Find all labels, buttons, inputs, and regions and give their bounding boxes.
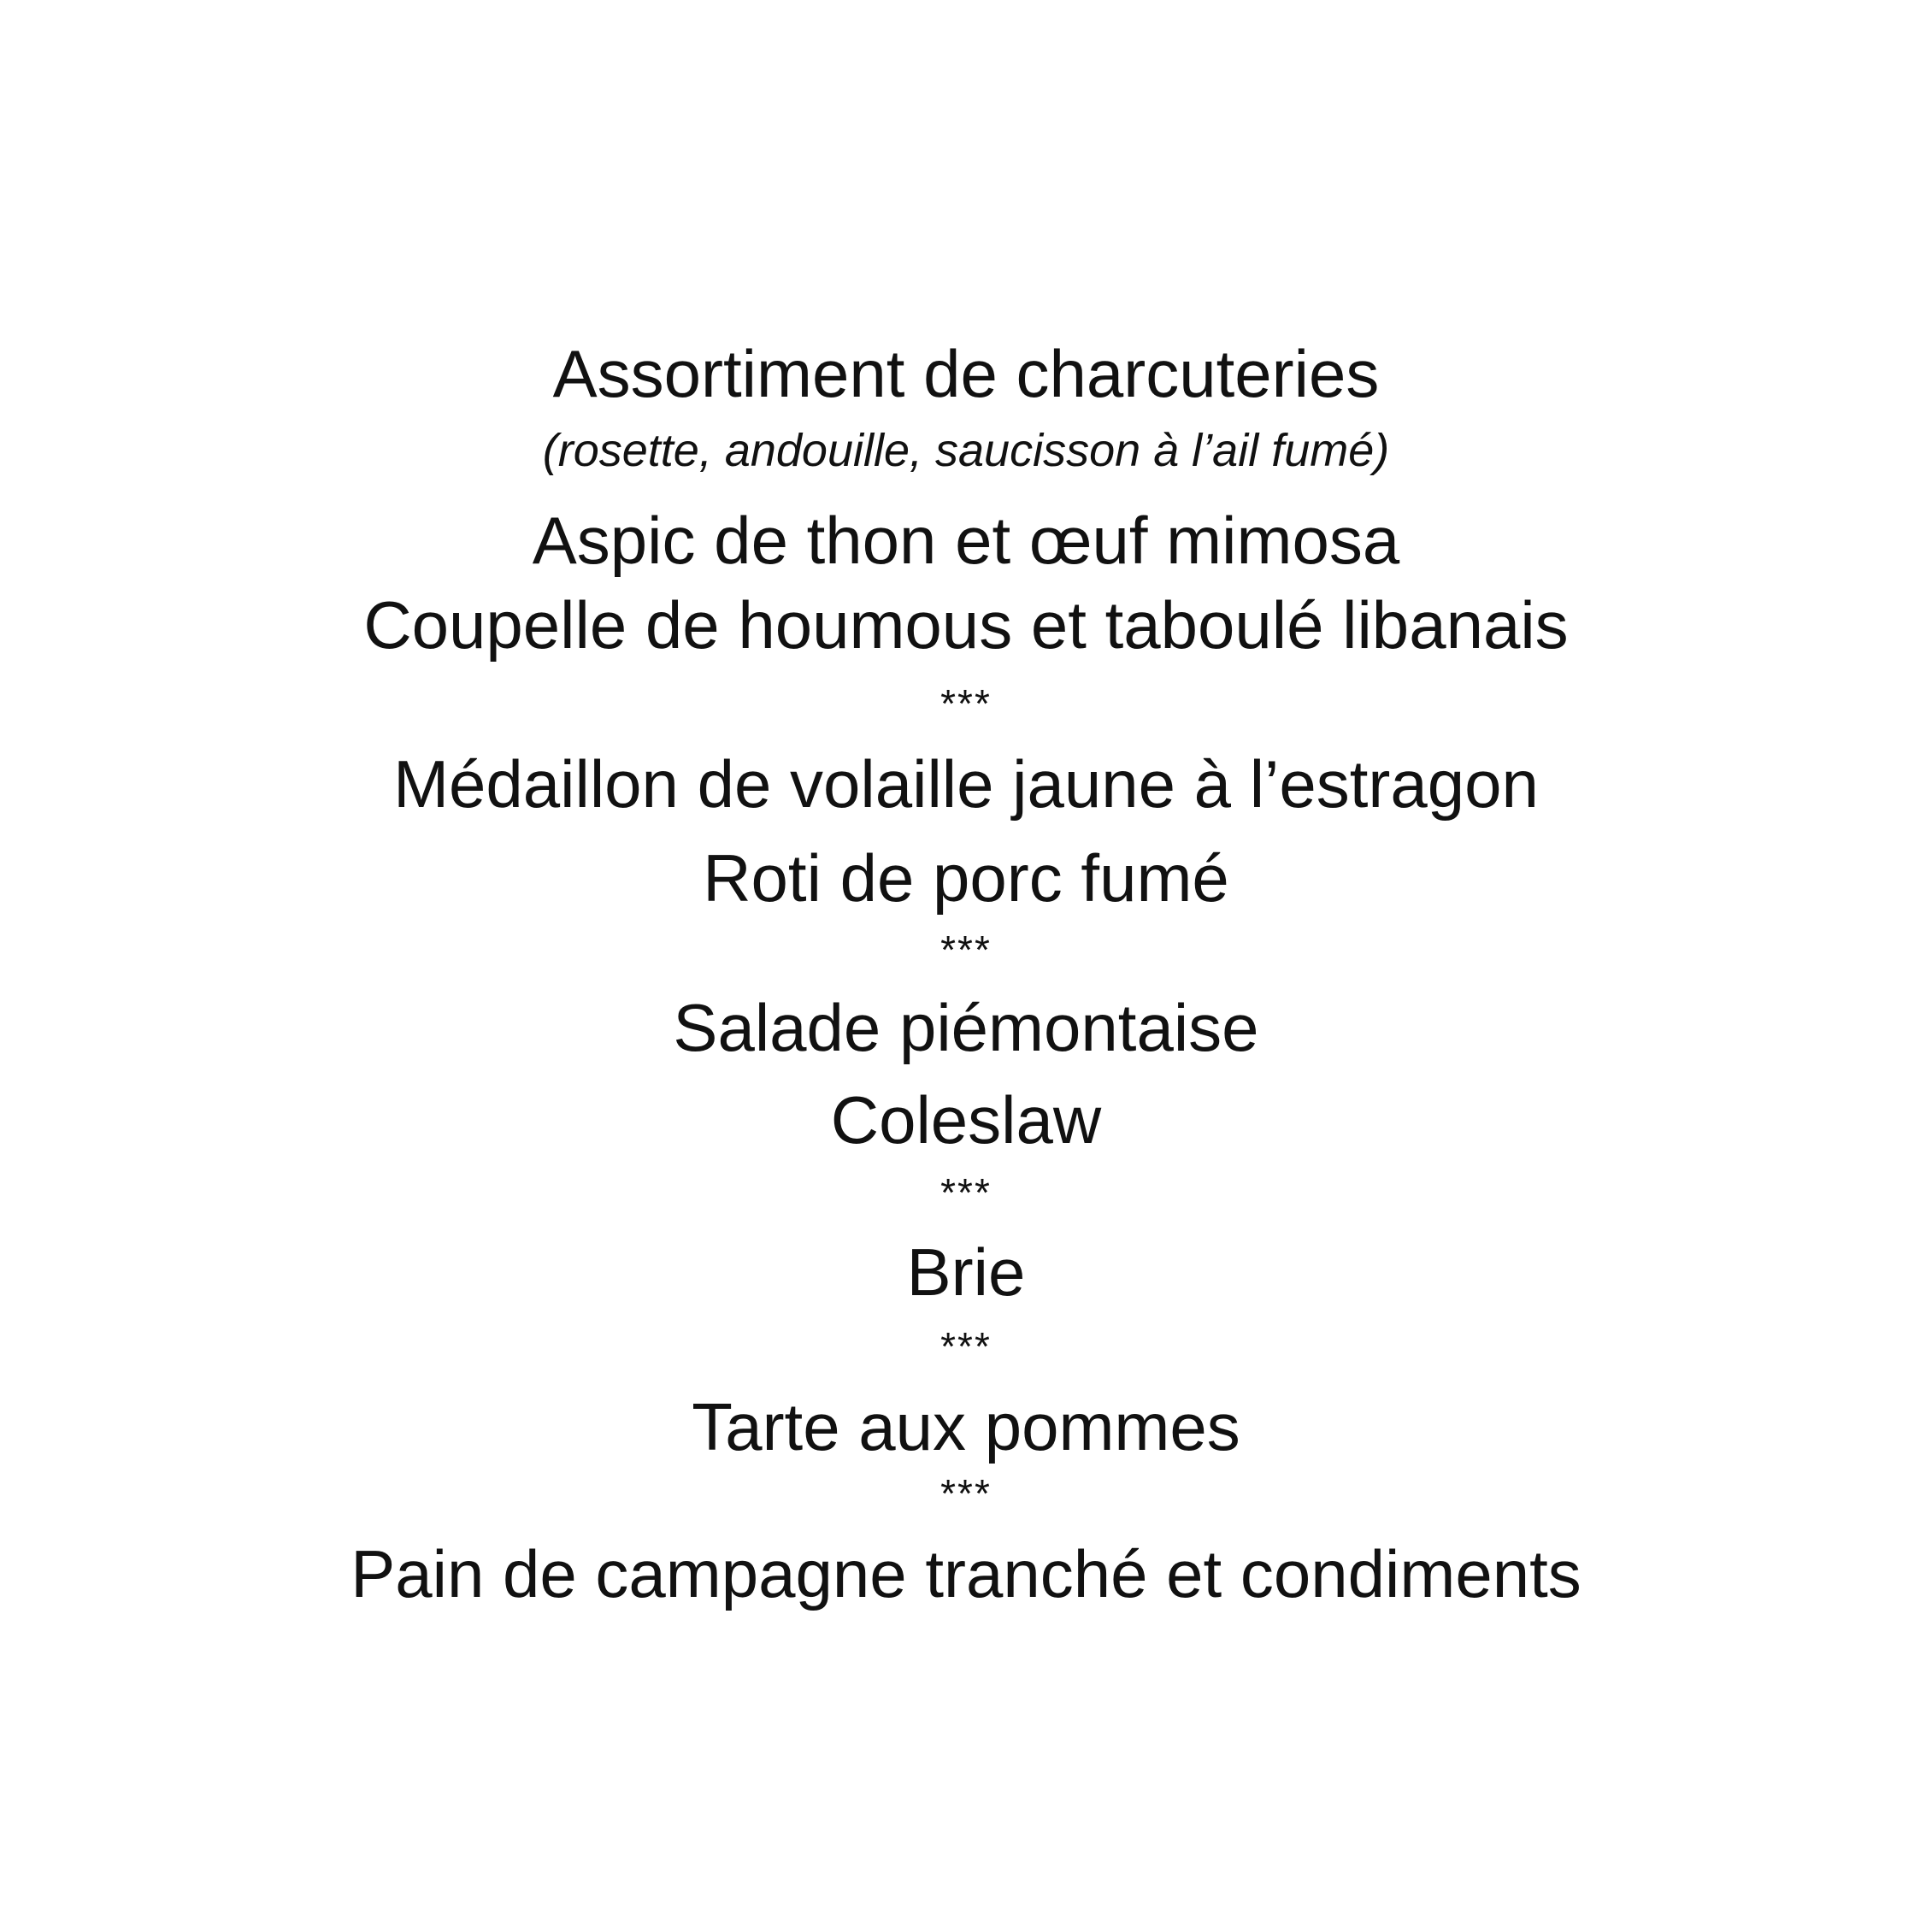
separator-4: ***: [940, 1324, 992, 1369]
dish-tarte: Tarte aux pommes: [692, 1389, 1240, 1464]
dish-brie: Brie: [906, 1234, 1026, 1310]
separator-5: ***: [940, 1471, 992, 1516]
dish-salade-piemontaise: Salade piémontaise: [673, 990, 1259, 1065]
dish-volaille: Médaillon de volaille jaune à l’estragon: [393, 746, 1539, 822]
dish-porc: Roti de porc fumé: [703, 840, 1229, 916]
dish-aspic: Aspic de thon et œuf mimosa: [532, 503, 1400, 578]
dish-charcuteries-detail: (rosette, andouille, saucisson à l’ail fumé): [542, 425, 1390, 476]
separator-1: ***: [940, 681, 992, 726]
dish-coleslaw: Coleslaw: [830, 1082, 1102, 1157]
dish-houmous: Coupelle de houmous et taboulé libanais: [363, 587, 1569, 663]
separator-2: ***: [940, 928, 992, 972]
dish-pain: Pain de campagne tranché et condiments: [350, 1536, 1582, 1611]
separator-3: ***: [940, 1170, 992, 1215]
dish-charcuteries: Assortiment de charcuteries: [552, 336, 1380, 411]
